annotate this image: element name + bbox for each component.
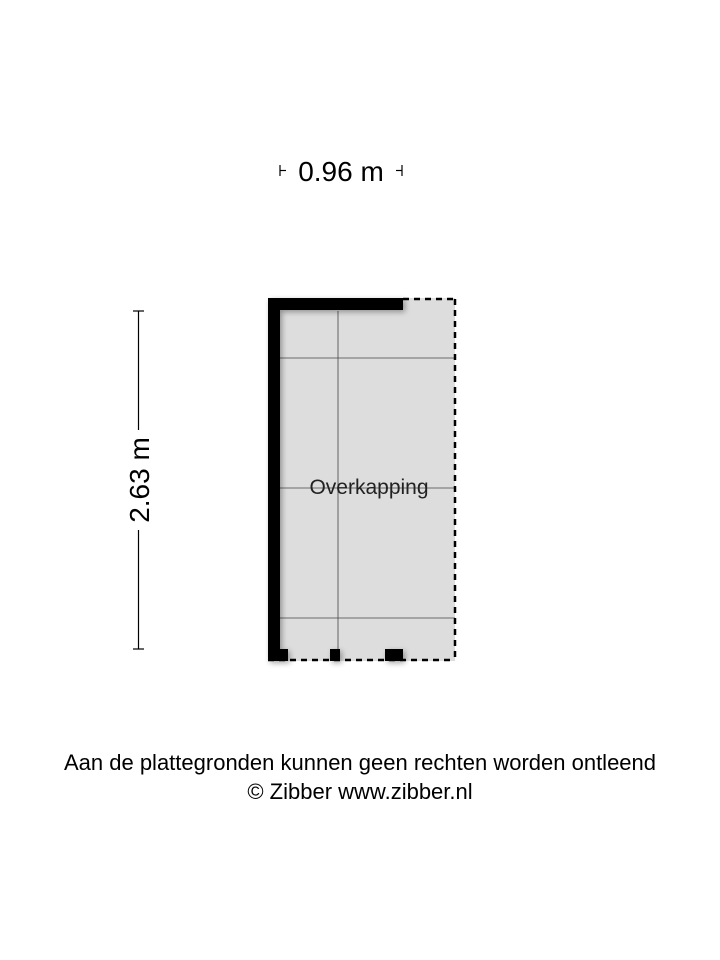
post [275,649,288,661]
copyright-text: © Zibber www.zibber.nl [247,779,473,804]
wall-left [268,298,280,661]
disclaimer-text: Aan de plattegronden kunnen geen rechten worden ontleend [63,750,657,775]
height-dimension-label: 2.63 m [124,437,155,523]
room-label: Overkapping [309,476,429,499]
post [385,649,403,661]
room-overkapping [268,298,455,661]
width-dimension-label: 0.96 m [298,156,384,187]
height-dimension [124,311,155,649]
width-dimension [280,156,402,187]
wall-top [268,298,403,310]
post [330,649,340,661]
